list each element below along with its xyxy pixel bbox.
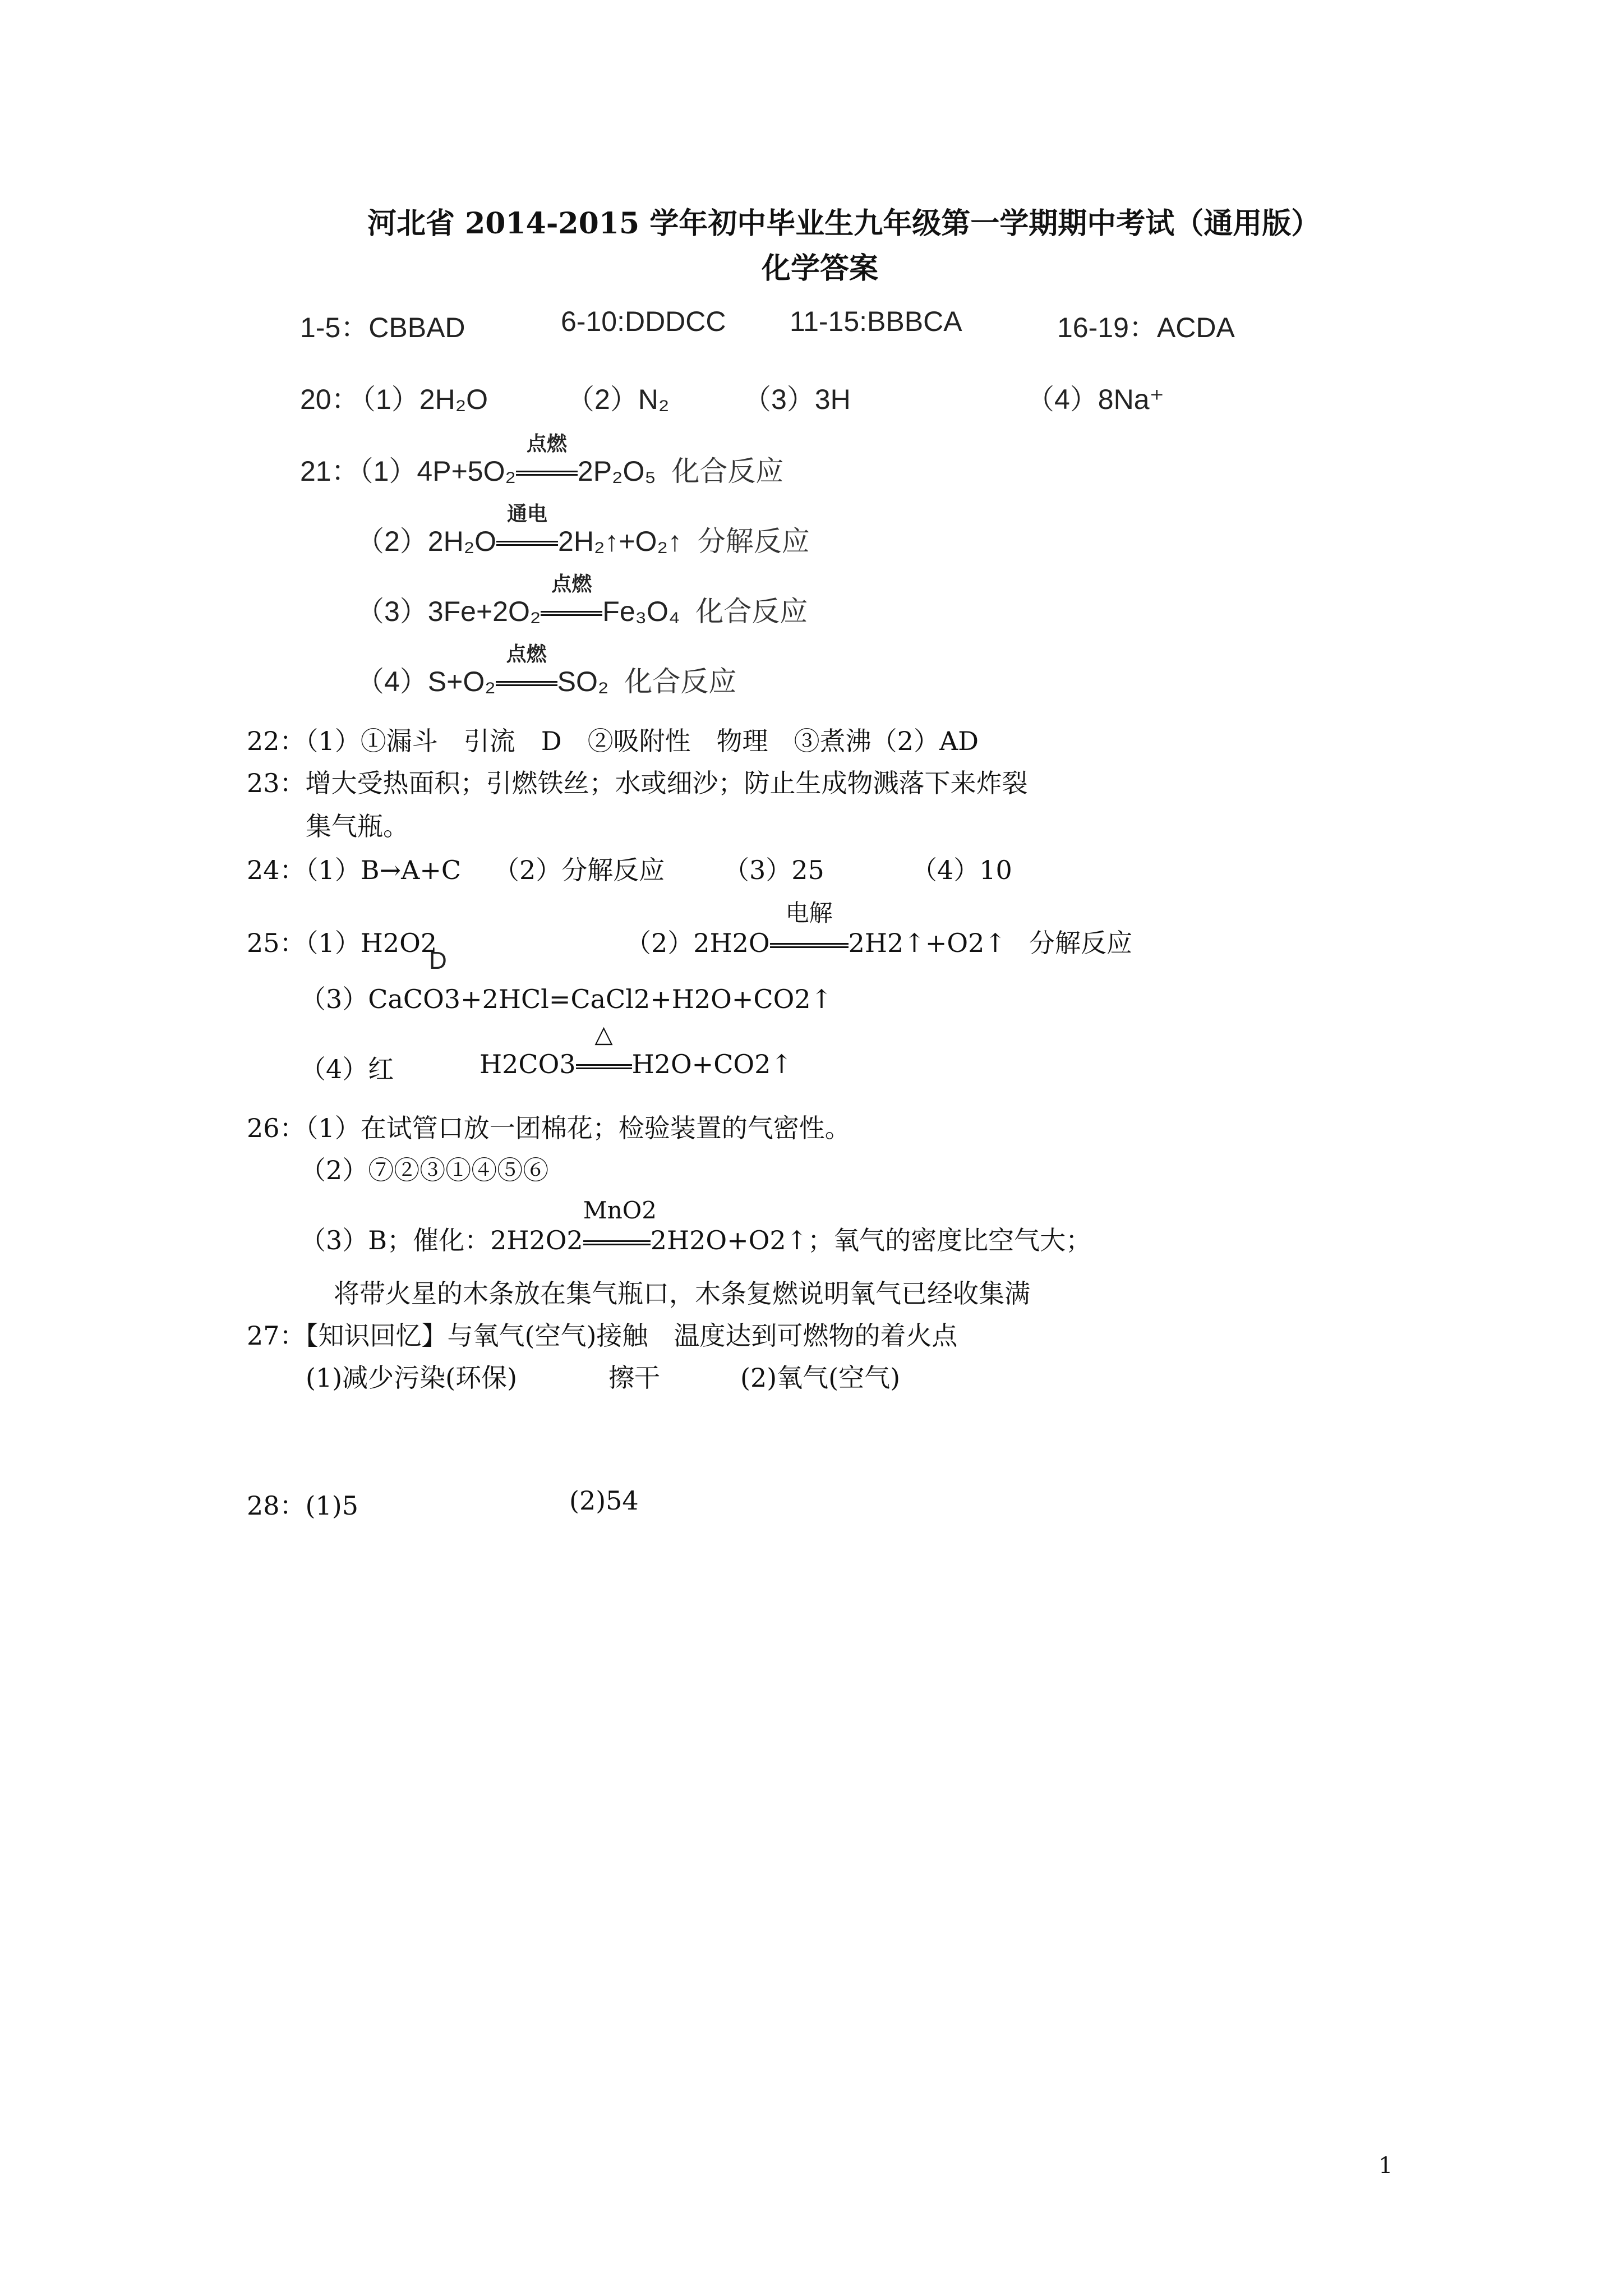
q25-p2-products: 2H2↑+O2↑ [848,928,1006,958]
q21-r1-type: 化合反应 [671,455,784,487]
reaction-arrow [496,502,558,558]
q23-line-2: 集气瓶。 [306,811,409,841]
q25-stray-mark: D [429,947,447,974]
reaction-arrow [770,899,849,958]
q25-p4-products: H2O+CO2↑ [631,1049,792,1079]
q21-reaction-4 [356,642,737,700]
reaction-arrow [541,572,602,628]
reaction-arrow [576,1020,632,1079]
reaction-condition: 通电 [507,502,548,525]
q22-answer: 22：（1）①漏斗 引流 D ②吸附性 物理 ③煮沸（2）AD [247,726,979,756]
q27-part2: (2)氧气(空气) [740,1363,901,1393]
q26-p3-products: 2H2O+O2↑；氧气的密度比空气大； [650,1225,1092,1255]
q25-p2-reactants: （2）2H2O [625,928,770,958]
reaction-arrow [496,642,557,698]
q21-r2-type: 分解反应 [697,526,810,557]
q20-label: 20： [300,384,359,415]
q25-part2 [625,899,1006,960]
q21-r1-products: 2P₂O₅ [577,455,656,487]
q26-p3-reactants: （3）B；催化：2H2O2 [300,1225,583,1255]
q27-part1-b: 擦干 [608,1363,660,1393]
q21-reaction-2 [356,502,810,559]
q21-r2-reactants: （2）2H₂O [356,526,497,557]
q20-part1: （1）2H₂O [348,384,488,415]
q26-part3 [300,1197,1092,1257]
q26-part3-line-2: 将带火星的木条放在集气瓶口，木条复燃说明氧气已经收集满 [334,1278,1030,1309]
q21-reaction-3 [356,572,808,629]
q27-part1: (1)减少污染(环保) [306,1363,518,1393]
q24-part2: （2）分解反应 [494,855,665,885]
answers-6-10: 6-10:DDDCC [561,306,726,337]
q26-part1: 26：（1）在试管口放一团棉花；检验装置的气密性。 [247,1113,851,1143]
page-subtitle: 化学答案 [762,251,879,286]
reaction-arrow [583,1197,657,1255]
q28-part2: (2)54 [569,1485,639,1516]
q21-r3-reactants: （3）3Fe+2O₂ [356,596,541,627]
q21-r4-type: 化合反应 [624,666,737,697]
q25-part1: 25：（1）H2O2 [247,928,437,958]
reaction-arrow [516,432,578,487]
q20-part2: （2）N₂ [566,384,670,415]
q21-r2-products: 2H₂↑+O₂↑ [558,526,682,557]
q21-reaction-1 [300,432,784,489]
q21-r1-reactants: 21：（1）4P+5O₂ [300,455,516,487]
q25-p4-reactants: H2CO3 [479,1049,576,1079]
q25-part3: （3）CaCO3+2HCl=CaCl2+H2O+CO2↑ [300,984,833,1014]
answers-11-15: 11-15:BBBCA [790,306,962,337]
q20-part3: （3）3H [743,384,851,415]
q27-line-1: 27：【知识回忆】与氧气(空气)接触 温度达到可燃物的着火点 [247,1320,958,1351]
q24-part1: 24：（1）B→A+C [247,855,462,885]
reaction-condition: 点燃 [551,572,592,595]
q20-part4: （4）8Na⁺ [1026,384,1164,415]
q26-part2: （2）⑦②③①④⑤⑥ [300,1155,549,1185]
q21-r3-type: 化合反应 [695,596,808,627]
page-number: 1 [1378,2153,1393,2179]
reaction-condition: MnO2 [583,1197,657,1224]
q23-line-1: 23：增大受热面积；引燃铁丝；水或细沙；防止生成物溅落下来炸裂 [247,768,1028,798]
answers-1-5: 1-5：CBBAD [300,312,465,343]
q25-p2-type: 分解反应 [1029,928,1132,958]
q28-part1: 28：(1)5 [247,1490,358,1521]
q21-r3-products: Fe₃O₄ [602,596,680,627]
heat-symbol: △ [594,1020,613,1048]
reaction-condition: 点燃 [506,642,547,665]
q25-part4 [479,1020,792,1079]
q21-r4-products: SO₂ [557,666,609,697]
q24-part4: （4）10 [911,855,1012,885]
q21-r4-reactants: （4）S+O₂ [356,666,496,697]
reaction-condition: 点燃 [526,432,567,455]
q25-p4-label: （4）红 [300,1054,394,1084]
page-title: 河北省 2014-2015 学年初中毕业生九年级第一学期期中考试（通用版） [367,206,1321,241]
answers-16-19: 16-19：ACDA [1057,312,1235,343]
q24-part3: （3）25 [723,855,824,885]
reaction-condition: 电解 [785,899,833,927]
